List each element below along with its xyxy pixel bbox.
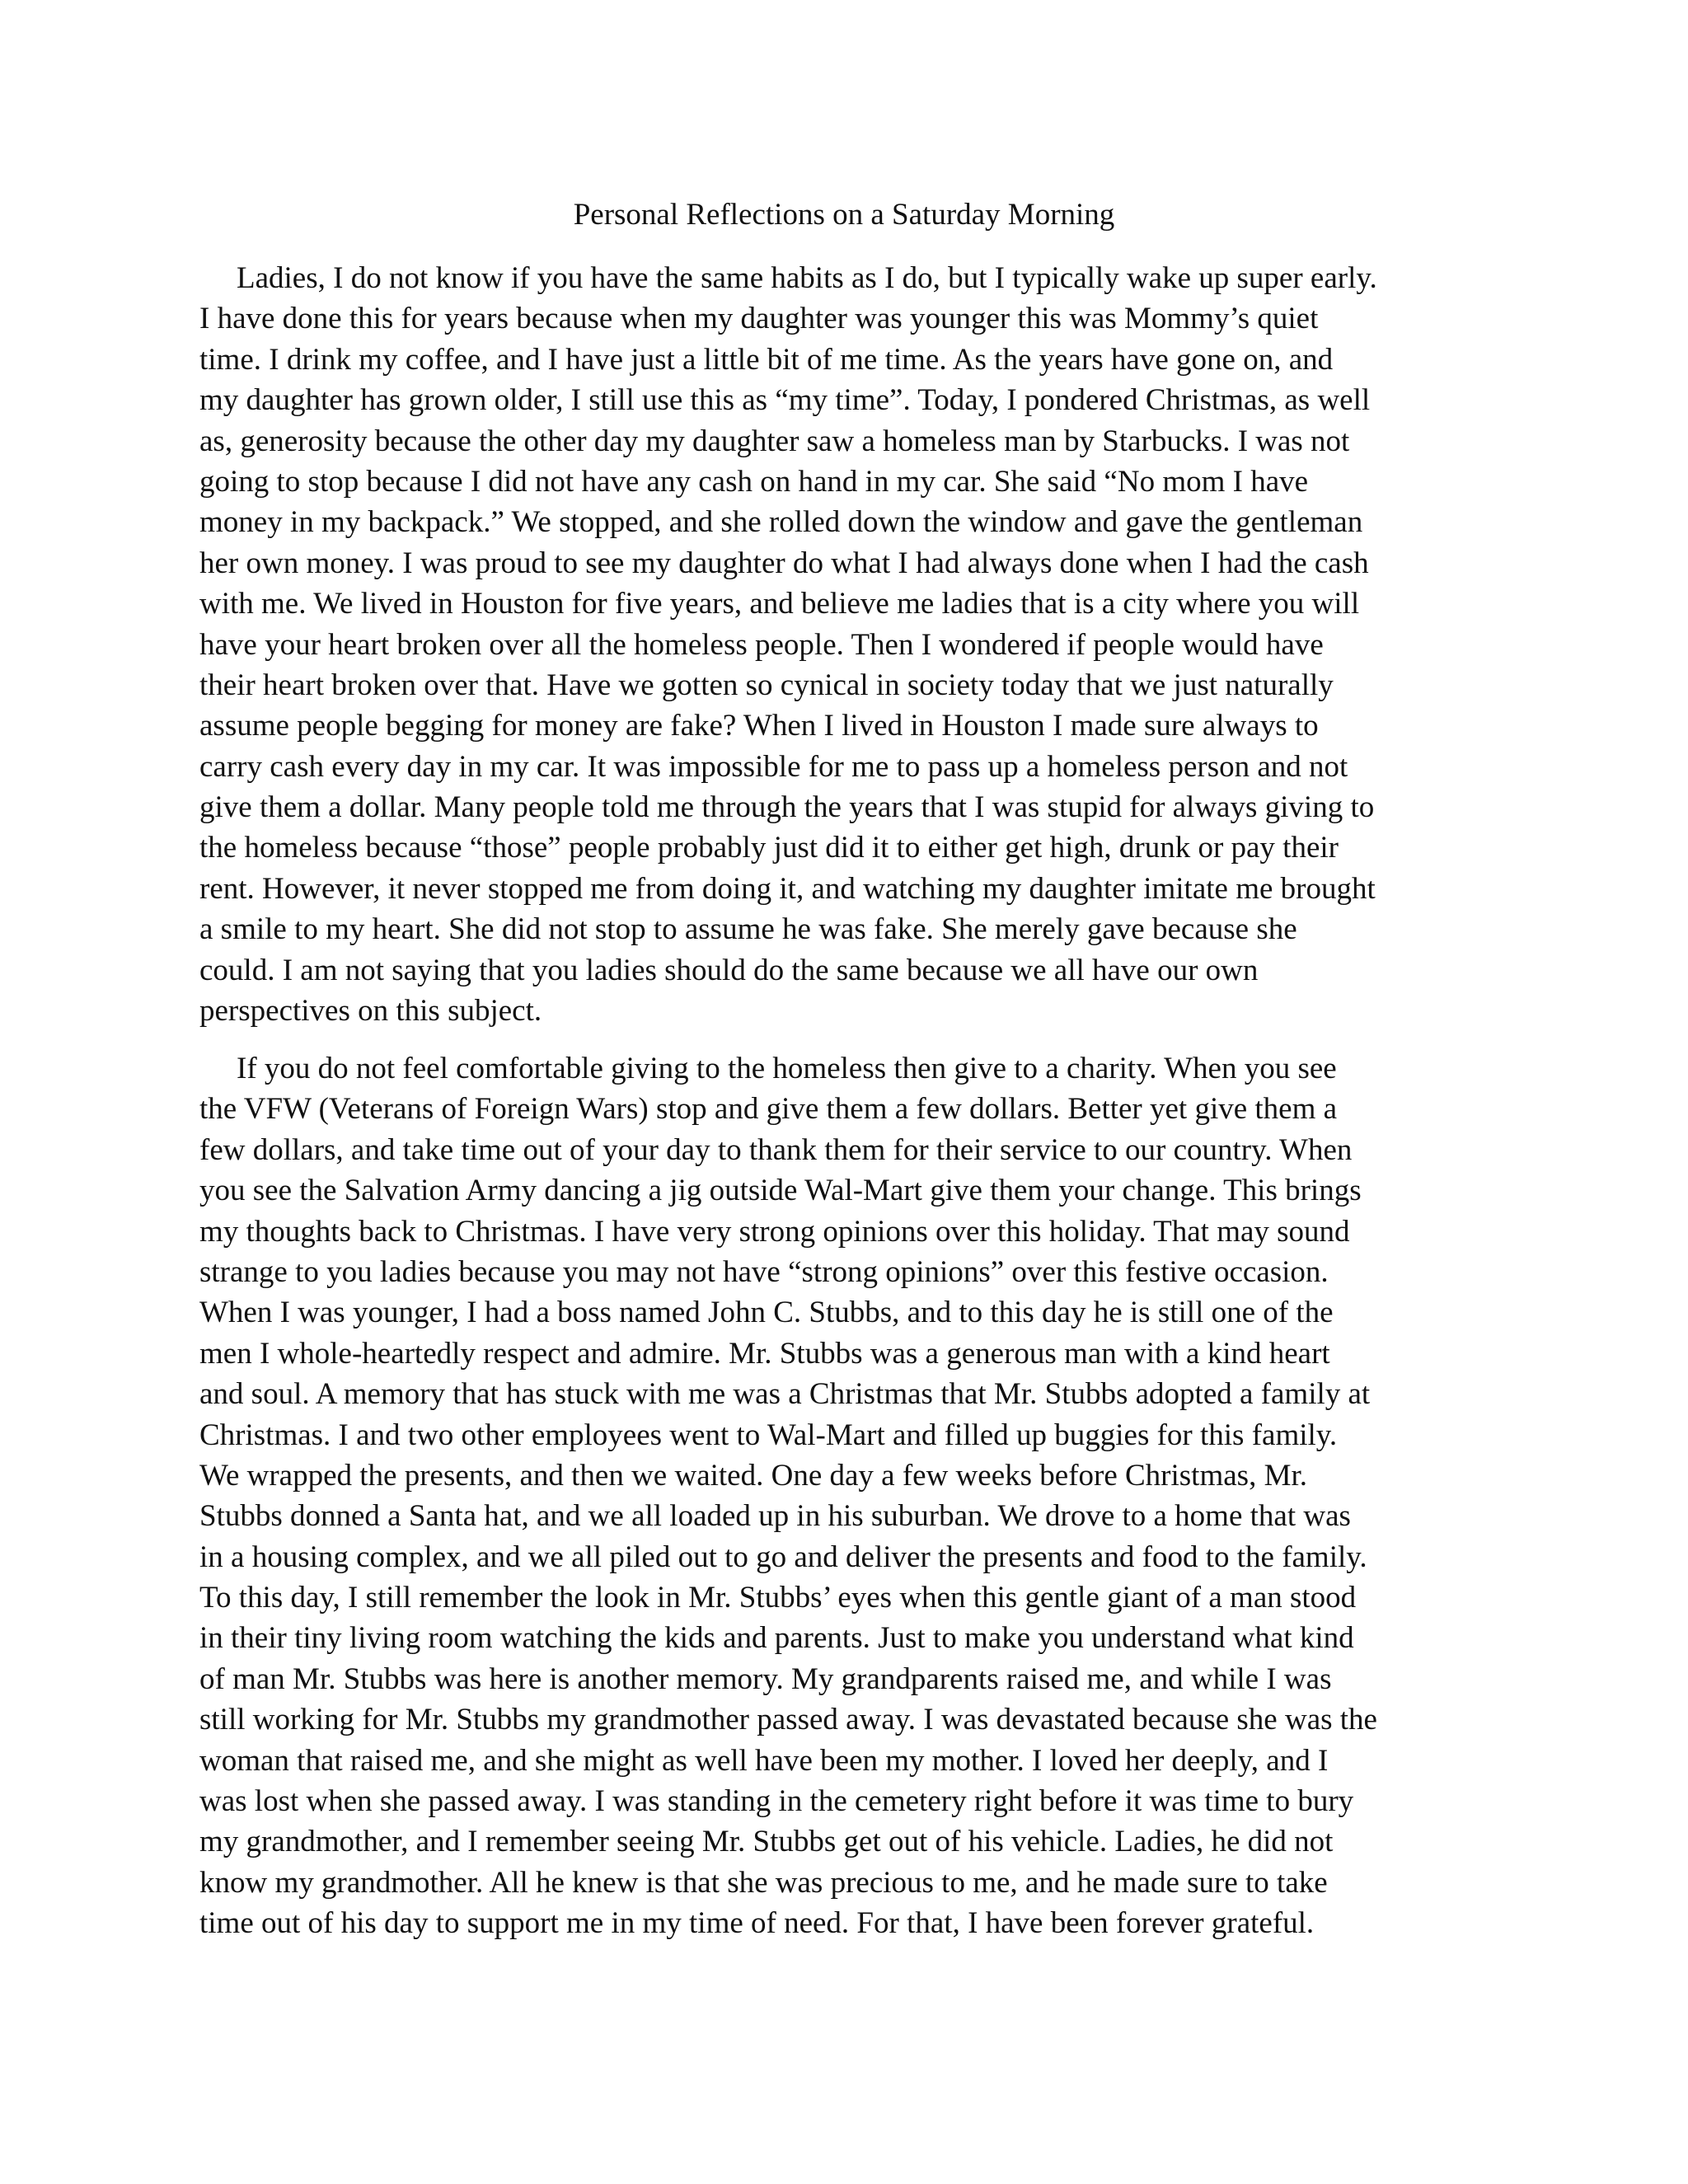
text-line: Stubbs donned a Santa hat, and we all loaded up in his suburban. We drove to a home that was — [199, 1499, 1351, 1534]
text-line: was lost when she passed away. I was standing in the cemetery right before it was time to bury — [199, 1784, 1354, 1819]
text-line: my grandmother, and I remember seeing Mr. Stubbs get out of his vehicle. Ladies, he did not — [199, 1825, 1334, 1859]
text-line: men I whole-heartedly respect and admire. Mr. Stubbs was a generous man with a kind heart — [199, 1336, 1330, 1371]
text-line: assume people begging for money are fake? When I lived in Houston I made sure always to — [199, 709, 1319, 743]
text-line: her own money. I was proud to see my daughter do what I had always done when I had the cash — [199, 546, 1369, 580]
text-line: their heart broken over that. Have we gotten so cynical in society today that we just naturally — [199, 668, 1334, 702]
text-line: time. I drink my coffee, and I have just a little bit of me time. As the years have gone on, and — [199, 342, 1334, 377]
text-line: I have done this for years because when my daughter was younger this was Mommy’s quiet — [199, 302, 1319, 336]
text-line: could. I am not saying that you ladies should do the same because we all have our own — [199, 953, 1259, 987]
text-line: still working for Mr. Stubbs my grandmother passed away. I was devastated because she was the — [199, 1703, 1377, 1737]
text-line: in a housing complex, and we all piled out to go and deliver the presents and food to the family. — [199, 1540, 1367, 1574]
text-line: give them a dollar. Many people told me through the years that I was stupid for always giving to — [199, 790, 1375, 825]
page-title: Personal Reflections on a Saturday Morning — [573, 198, 1115, 232]
text-line: and soul. A memory that has stuck with me was a Christmas that Mr. Stubbs adopted a family at — [199, 1377, 1371, 1412]
paragraph-1 — [199, 258, 1493, 1031]
text-line: Christmas. I and two other employees went to Wal-Mart and filled up buggies for this family. — [199, 1418, 1338, 1452]
text-line: going to stop because I did not have any cash on hand in my car. She said “No mom I have — [199, 464, 1309, 499]
text-line: Ladies, I do not know if you have the same habits as I do, but I typically wake up super early. — [237, 261, 1377, 295]
text-line: a smile to my heart. She did not stop to assume he was fake. She merely gave because she — [199, 912, 1297, 947]
text-line: my daughter has grown older, I still use this as “my time”. Today, I pondered Christmas, as well — [199, 383, 1371, 418]
text-line: woman that raised me, and she might as well have been my mother. I loved her deeply, and I — [199, 1743, 1329, 1778]
text-line: know my grandmother. All he knew is that she was precious to me, and he made sure to take — [199, 1865, 1328, 1900]
text-line: rent. However, it never stopped me from doing it, and watching my daughter imitate me brought — [199, 871, 1376, 906]
text-line: To this day, I still remember the look in Mr. Stubbs’ eyes when this gentle giant of a man stood — [199, 1581, 1357, 1615]
text-line: have your heart broken over all the homeless people. Then I wondered if people would have — [199, 627, 1324, 662]
text-line: When I was younger, I had a boss named John C. Stubbs, and to this day he is still one of the — [199, 1296, 1334, 1330]
text-line: the VFW (Veterans of Foreign Wars) stop and give them a few dollars. Better yet give them a — [199, 1092, 1338, 1127]
text-line: the homeless because “those” people probably just did it to either get high, drunk or pay their — [199, 831, 1339, 865]
paragraph-2 — [199, 1048, 1493, 1944]
text-line: of man Mr. Stubbs was here is another memory. My grandparents raised me, and while I was — [199, 1661, 1332, 1696]
text-line: with me. We lived in Houston for five years, and believe me ladies that is a city where you will — [199, 587, 1360, 621]
text-line: time out of his day to support me in my time of need. For that, I have been forever grateful. — [199, 1906, 1315, 1941]
text-line: you see the Salvation Army dancing a jig outside Wal-Mart give them your change. This brings — [199, 1174, 1362, 1208]
text-line: money in my backpack.” We stopped, and she rolled down the window and gave the gentleman — [199, 505, 1363, 540]
text-line: few dollars, and take time out of your day to thank them for their service to our country. When — [199, 1132, 1353, 1167]
text-line: We wrapped the presents, and then we waited. One day a few weeks before Christmas, Mr. — [199, 1458, 1307, 1493]
text-line: as, generosity because the other day my daughter saw a homeless man by Starbucks. I was not — [199, 424, 1350, 458]
text-line: perspectives on this subject. — [199, 994, 542, 1029]
text-line: in their tiny living room watching the kids and parents. Just to make you understand what kind — [199, 1621, 1354, 1656]
text-line: strange to you ladies because you may not have “strong opinions” over this festive occasion. — [199, 1254, 1329, 1289]
text-line: If you do not feel comfortable giving to the homeless then give to a charity. When you see — [237, 1052, 1337, 1085]
text-line: carry cash every day in my car. It was impossible for me to pass up a homeless person and not — [199, 749, 1348, 784]
text-line: my thoughts back to Christmas. I have very strong opinions over this holiday. That may sound — [199, 1214, 1350, 1249]
